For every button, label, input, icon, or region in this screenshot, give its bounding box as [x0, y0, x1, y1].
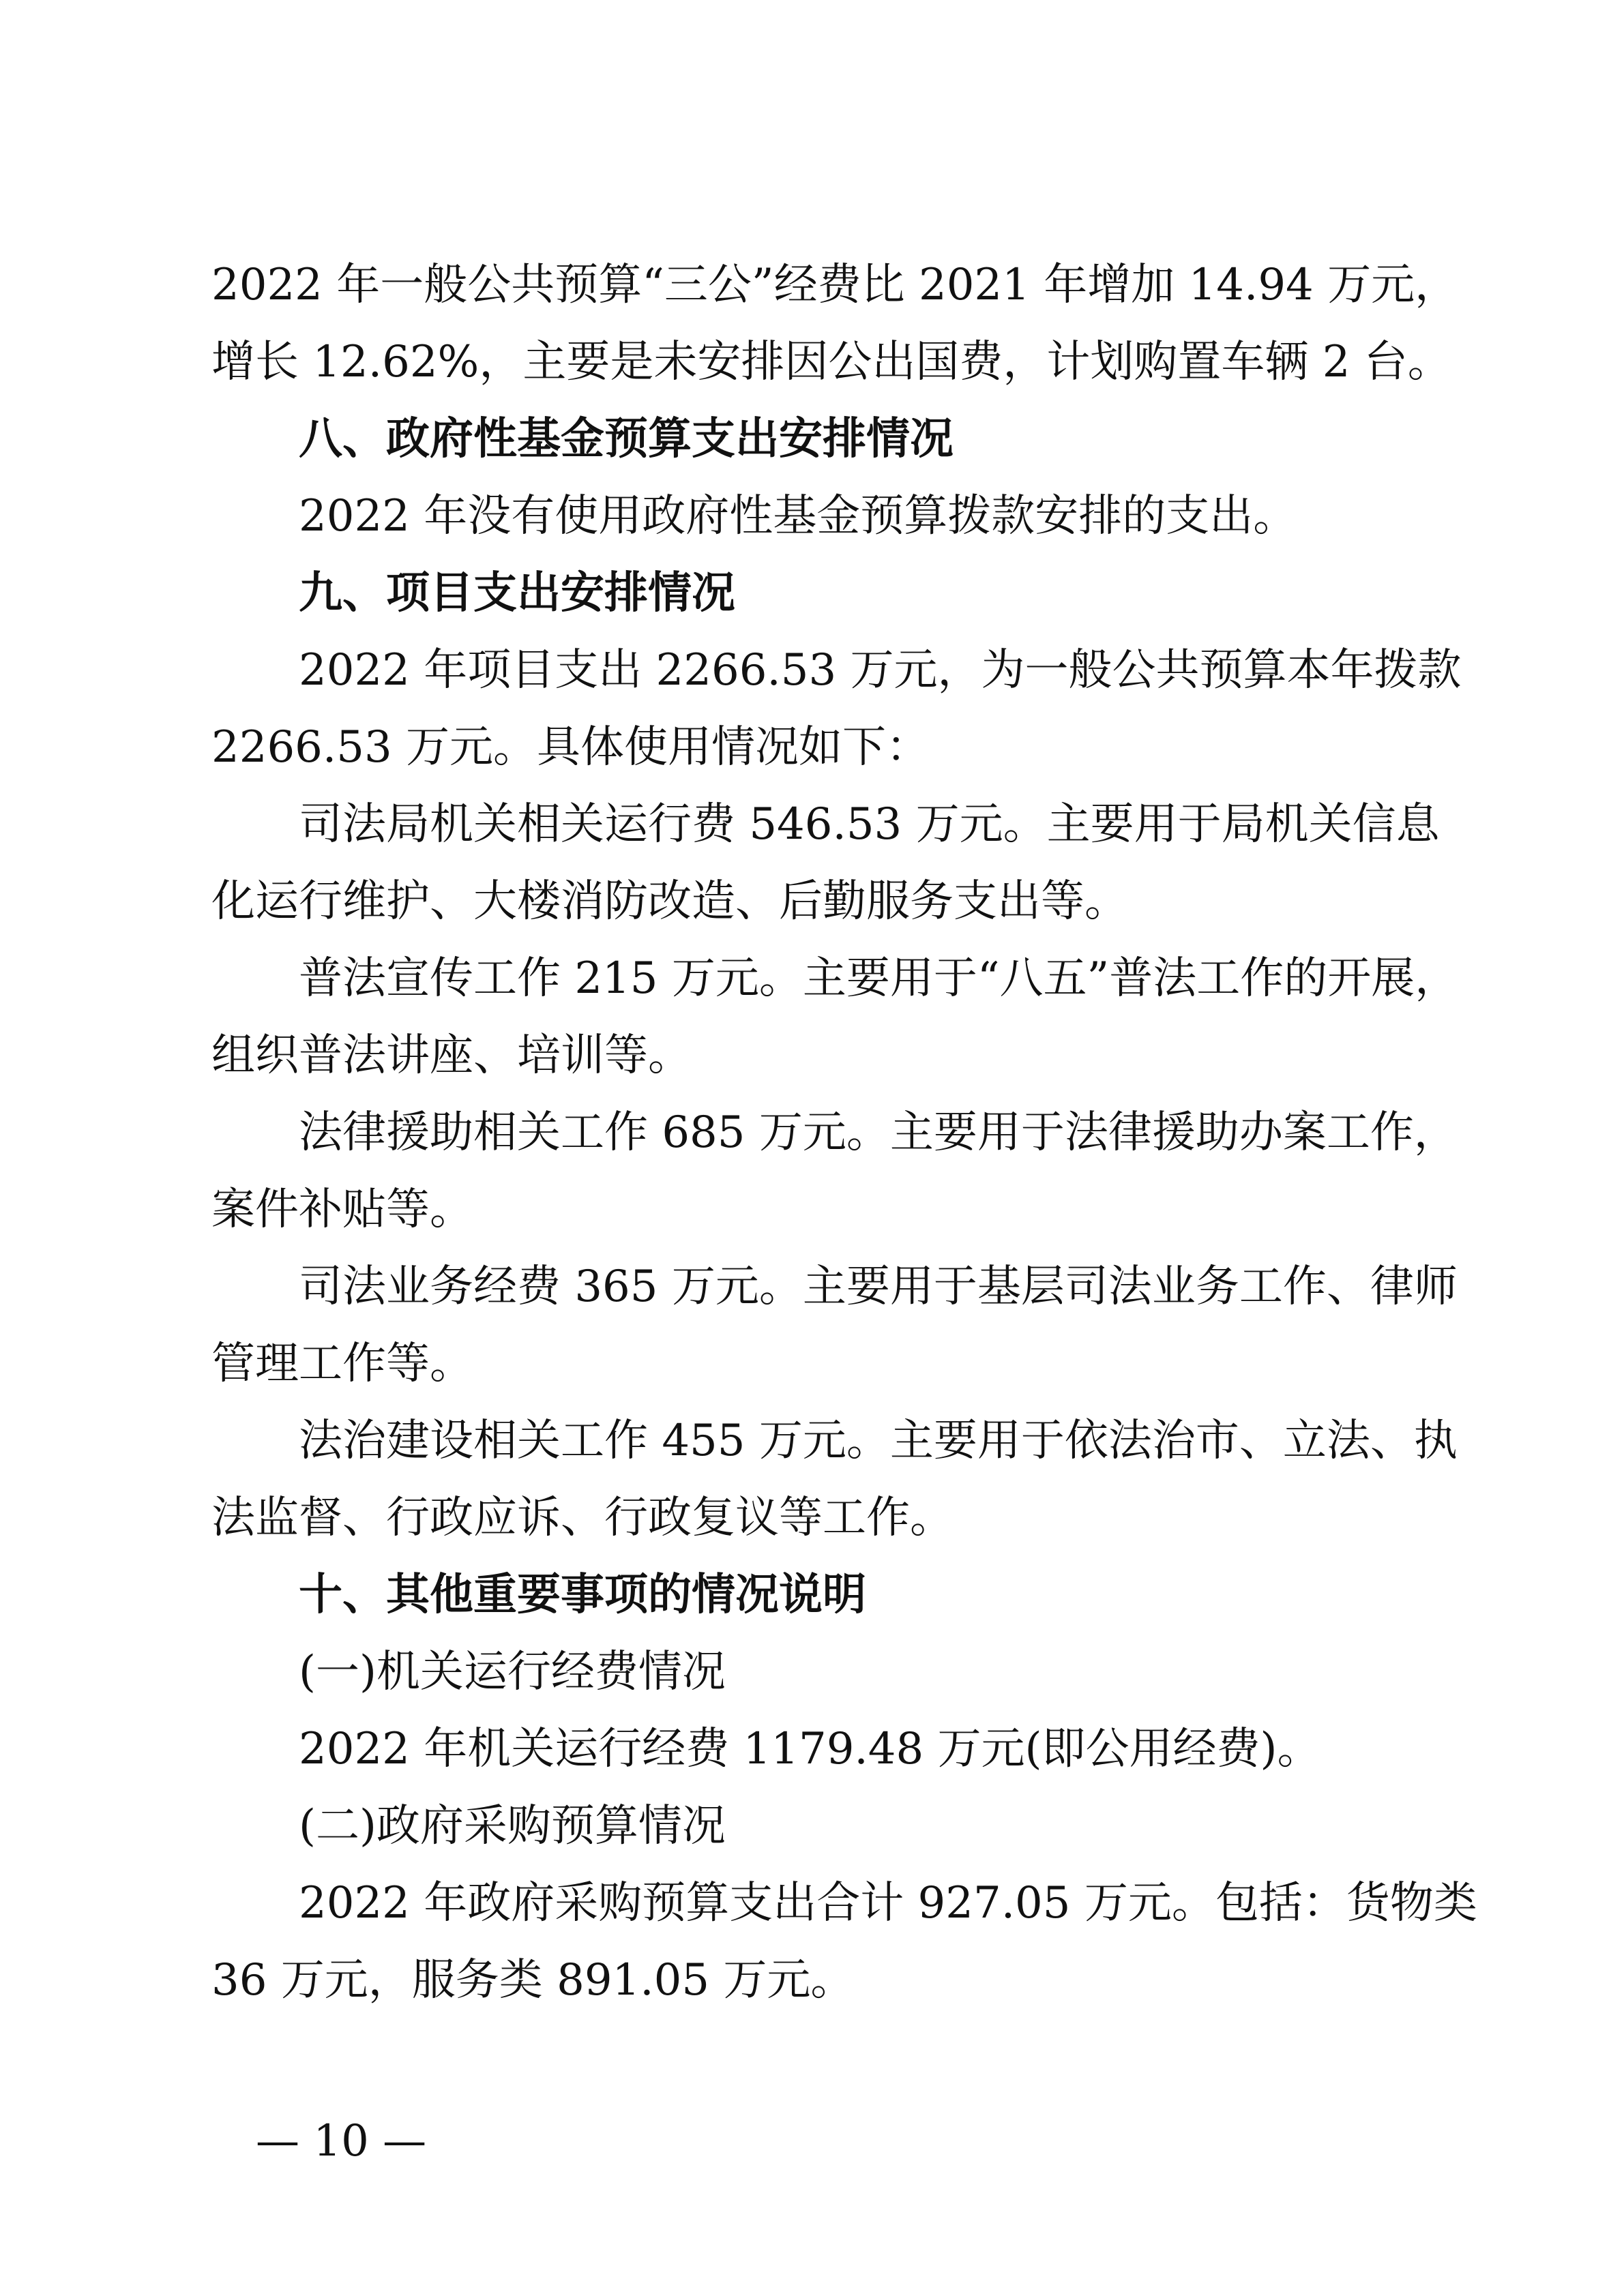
- text-line: 2022 年没有使用政府性基金预算拨款安排的支出。: [299, 491, 1297, 541]
- text-line: 法监督、行政应诉、行政复议等工作。: [211, 1493, 954, 1543]
- text-line: 司法局机关相关运行费 546.53 万元。主要用于局机关信息: [299, 799, 1440, 850]
- text-line: 案件补贴等。: [211, 1184, 473, 1235]
- text-line: 增长 12.62%，主要是未安排因公出国费，计划购置车辆 2 台。: [211, 337, 1451, 387]
- body-text: [211, 247, 1477, 2019]
- text-line: 2022 年机关运行经费 1179.48 万元(即公用经费)。: [299, 1724, 1321, 1774]
- subsection-heading: (二)政府采购预算情况: [299, 1801, 726, 1851]
- text-line: 36 万元，服务类 891.05 万元。: [211, 1955, 855, 2006]
- section-heading: 十、其他重要事项的情况说明: [299, 1570, 866, 1620]
- section-heading: 八、政府性基金预算支出安排情况: [299, 414, 954, 464]
- text-line: 管理工作等。: [211, 1339, 473, 1389]
- page-number: — 10 —: [256, 2116, 427, 2166]
- text-line: 法律援助相关工作 685 万元。主要用于法律援助办案工作，: [299, 1107, 1458, 1158]
- text-line: 2022 年一般公共预算“三公”经费比 2021 年增加 14.94 万元，: [211, 260, 1459, 310]
- text-line: 2266.53 万元。具体使用情况如下：: [211, 722, 930, 773]
- text-line: 司法业务经费 365 万元。主要用于基层司法业务工作、律师: [299, 1262, 1458, 1312]
- text-line: 组织普法讲座、培训等。: [211, 1030, 692, 1081]
- text-line: 2022 年项目支出 2266.53 万元，为一般公共预算本年拨款: [299, 645, 1462, 696]
- text-line: 2022 年政府采购预算支出合计 927.05 万元。包括：货物类: [299, 1878, 1477, 1928]
- text-line: 化运行维护、大楼消防改造、后勤服务支出等。: [211, 876, 1128, 927]
- subsection-heading: (一)机关运行经费情况: [299, 1647, 726, 1697]
- text-line: 法治建设相关工作 455 万元。主要用于依法治市、立法、执: [299, 1416, 1458, 1466]
- section-heading: 九、项目支出安排情况: [299, 568, 735, 618]
- text-line: 普法宣传工作 215 万元。主要用于“八五”普法工作的开展，: [299, 953, 1459, 1004]
